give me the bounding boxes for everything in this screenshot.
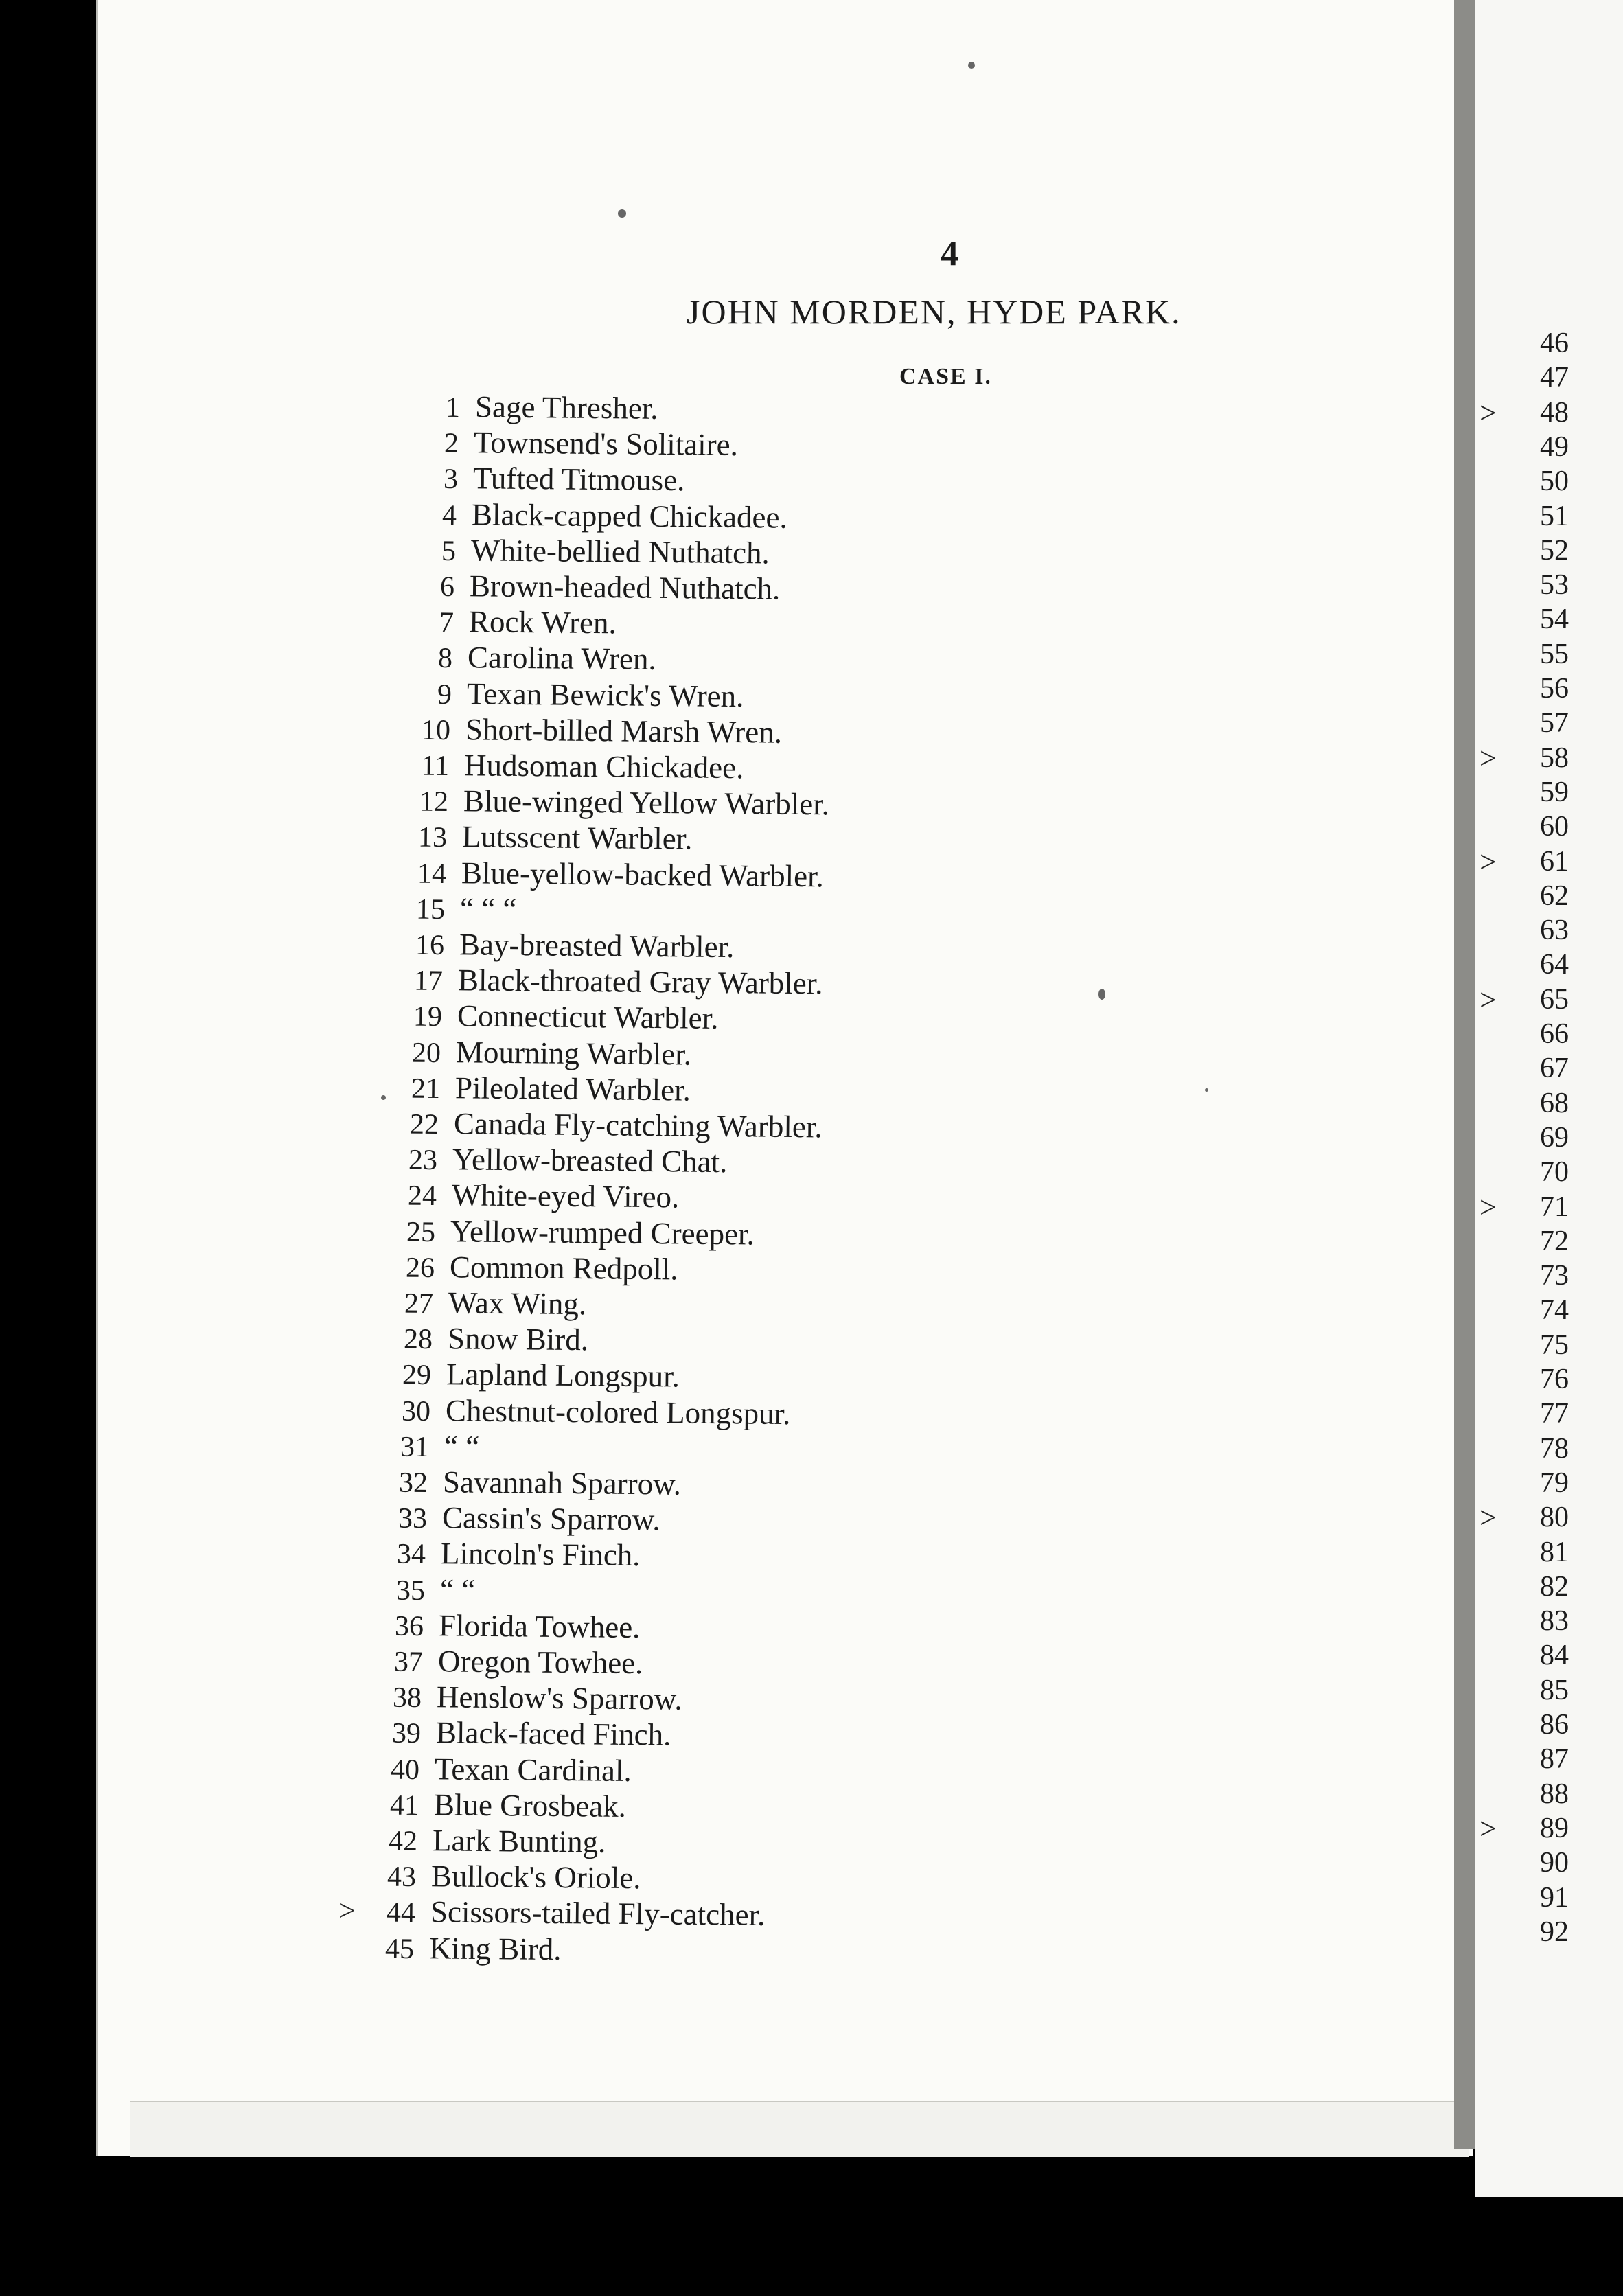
entry-number: 39 [391,1717,422,1750]
check-mark-arrow-icon: > [1480,983,1497,1017]
entry-number: 32 [398,1467,428,1500]
entry-number: 7 [439,606,454,639]
entry-name: Savannah Sparrow. [442,1465,682,1502]
entry-number: 52 [1540,535,1569,566]
entry-name: Texan Cardinal. [434,1752,632,1789]
list-item [356,1355,680,1394]
entry-name: Blue-winged Yellow Warbler. [463,783,830,822]
entry-name: King Bird. [428,1931,562,1967]
paper-speck [968,62,975,69]
entry-number: 8 [437,642,453,675]
entry-name: Bullock's Oriole. [430,1859,641,1896]
entry-name: Henslow's Sparrow. [436,1679,682,1717]
entry-name: Sage Thresher. [474,389,658,426]
entry-name: Carolina Wren. [467,640,657,676]
entry-number: 29 [402,1359,432,1392]
entry-name: Townsend's Solitaire. [473,425,739,462]
entry-name: Rock Wren. [468,604,617,641]
list-item [347,1642,643,1681]
entry-number: 9 [437,678,452,711]
check-mark-arrow-icon: > [1480,1812,1497,1846]
entry-number: 89 [1540,1813,1569,1844]
entry-number: 25 [406,1216,436,1249]
entry-number: 5 [441,535,457,568]
list-item [350,1535,641,1573]
entry-number: 57 [1540,707,1569,739]
list-item [348,1607,641,1645]
list-item [382,459,685,498]
entry-number: 27 [404,1287,434,1320]
entry-name: Black-capped Chickadee. [471,497,787,535]
entry-name: Common Redpoll. [449,1250,678,1287]
entry-name: White-bellied Nuthatch. [470,533,770,571]
entry-number: 41 [389,1789,419,1822]
entry-name: Yellow-rumped Creeper. [450,1214,755,1252]
entry-name: Lincoln's Finch. [440,1536,641,1573]
entry-number: 23 [408,1144,438,1177]
list-item [371,818,693,856]
entry-number: 33 [398,1502,428,1535]
entry-number: 15 [415,893,446,926]
entry-number: 78 [1540,1433,1569,1465]
list-item [363,1105,822,1145]
check-mark-arrow-icon: > [1480,1191,1497,1224]
entry-number: 74 [1540,1294,1569,1326]
entry-name: Pileolated Warbler. [454,1070,691,1107]
list-item [377,639,656,677]
entry-number: 76 [1540,1364,1569,1395]
page-title: JOHN MORDEN, HYDE PARK. [687,292,1182,331]
list-item [341,1857,641,1896]
entry-name: Blue Grosbeak. [433,1787,627,1824]
list-item [361,1176,680,1215]
check-mark-arrow-icon: > [1480,1501,1497,1535]
entry-number: 82 [1540,1571,1569,1603]
page-number: 4 [941,234,958,273]
list-item [345,1714,671,1753]
entry-number: 92 [1540,1916,1569,1948]
entry-number: 30 [401,1395,431,1428]
list-item [340,1893,766,1933]
entry-number: 70 [1540,1156,1569,1188]
entry-number: 56 [1540,673,1569,704]
entry-name: Cassin's Sparrow. [441,1500,660,1537]
check-mark-arrow-icon: > [338,1893,356,1928]
book-gutter [1454,0,1475,2149]
entry-name: Snow Bird. [447,1321,589,1357]
entry-number: 72 [1540,1226,1569,1257]
entry-number: 80 [1540,1502,1569,1533]
entry-number: 62 [1540,880,1569,912]
entry-name: Bay-breasted Warbler. [459,927,735,965]
list-item [343,1786,626,1824]
entry-number: 4 [441,499,457,532]
entry-number: 17 [413,965,444,998]
entry-number: 37 [393,1646,424,1679]
entry-number: 91 [1540,1882,1569,1914]
list-item [367,961,823,1001]
entry-number: 38 [392,1681,422,1714]
entry-name: “ “ [444,1429,480,1464]
entry-number: 34 [396,1538,426,1571]
entry-number: 22 [409,1108,439,1141]
list-item [375,711,783,750]
entry-number: 53 [1540,569,1569,601]
entry-number: 79 [1540,1467,1569,1499]
list-item [362,1140,728,1180]
entry-number: 45 [384,1933,415,1966]
entry-number: 40 [390,1754,420,1787]
entry-name: “ “ [439,1572,476,1607]
entry-number: 90 [1540,1847,1569,1879]
entry-name: Mourning Warbler. [455,1035,692,1072]
entry-number: 36 [394,1610,424,1643]
entry-number: 63 [1540,915,1569,946]
entry-number: 31 [400,1431,430,1464]
entry-name: Wax Wing. [448,1285,587,1322]
list-item [357,1320,589,1357]
entry-name: Tufted Titmouse. [472,461,685,498]
entry-number: 51 [1540,501,1569,532]
list-item [360,1213,755,1252]
entry-number: 58 [1540,742,1569,774]
list-item [346,1678,682,1717]
check-mark-arrow-icon: > [1480,845,1497,879]
entry-name: Chestnut-colored Longspur. [445,1393,791,1432]
entry-name: Black-throated Gray Warbler. [457,963,823,1001]
list-item [381,496,787,536]
entry-number: 84 [1540,1640,1569,1671]
list-item [344,1750,632,1789]
entry-number: 1 [445,391,461,424]
list-item [384,388,658,426]
list-item [338,1929,562,1967]
entry-number: 66 [1540,1018,1569,1050]
list-item [359,1248,678,1287]
list-item [352,1499,660,1537]
entry-name: White-eyed Vireo. [451,1178,680,1215]
entry-number: 42 [388,1825,418,1858]
entry-number: 16 [415,929,445,962]
entry-number: 47 [1540,362,1569,393]
list-item [354,1427,480,1465]
entry-number: 11 [421,750,450,783]
entry-number: 69 [1540,1122,1569,1153]
entry-number: 49 [1540,431,1569,463]
entry-number: 48 [1540,397,1569,428]
entry-name: Lark Bunting. [432,1823,606,1859]
entry-number: 68 [1540,1088,1569,1119]
entry-number: 71 [1540,1191,1569,1223]
entry-number: 3 [443,463,459,496]
entry-name: Oregon Towhee. [437,1644,643,1681]
entry-name: Black-faced Finch. [435,1715,671,1752]
entry-number: 59 [1540,777,1569,808]
entry-number: 24 [407,1180,437,1213]
entry-name: Connecticut Warbler. [457,998,719,1035]
entry-number: 35 [395,1574,426,1607]
entry-number: 67 [1540,1053,1569,1084]
check-mark-arrow-icon: > [1480,396,1497,430]
entry-number: 88 [1540,1778,1569,1810]
entry-number: 50 [1540,466,1569,497]
entry-name: Blue-yellow-backed Warbler. [461,856,825,894]
entry-number: 2 [444,427,459,460]
entry-name: Scissors-tailed Fly-catcher. [430,1894,766,1932]
entry-number: 26 [405,1252,435,1285]
entry-number: 6 [439,571,455,604]
entry-number: 73 [1540,1260,1569,1292]
paper-speck [1205,1088,1208,1092]
entry-number: 61 [1540,846,1569,877]
entry-number: 87 [1540,1743,1569,1775]
list-item [380,531,770,571]
entry-number: 43 [387,1861,417,1894]
entry-number: 75 [1540,1329,1569,1361]
entry-name: Texan Bewick's Wren. [466,676,744,714]
entry-name: Canada Fly-catching Warbler. [453,1106,822,1145]
list-item [369,890,517,927]
entry-number: 14 [417,858,447,891]
entry-number: 55 [1540,639,1569,670]
list-item [371,854,824,894]
list-item [379,567,781,607]
paper-speck [618,209,626,218]
list-item [373,746,744,785]
entry-number: 81 [1540,1537,1569,1568]
list-item [365,1069,691,1108]
entry-number: 12 [419,785,449,818]
list-item [383,424,738,463]
list-item [352,1463,681,1502]
entry-number: 21 [411,1072,441,1105]
entry-name: Yellow-breasted Chat. [452,1142,728,1180]
entry-name: Lutsscent Warbler. [461,819,693,856]
list-item [355,1392,791,1432]
entry-name: Florida Towhee. [438,1608,641,1645]
entry-name: Lapland Longspur. [446,1357,680,1394]
entry-number: 20 [411,1037,441,1070]
list-item [367,997,719,1036]
list-item [365,1033,691,1072]
paper-speck [1098,989,1105,1000]
entry-number: 60 [1540,811,1569,842]
entry-number: 44 [386,1896,416,1929]
list-item [369,926,735,965]
entry-number: 86 [1540,1709,1569,1741]
entry-number: 28 [403,1323,433,1356]
entry-number: 77 [1540,1398,1569,1430]
list-item [342,1822,606,1860]
entry-number: 85 [1540,1675,1569,1706]
entry-number: 54 [1540,604,1569,635]
section-heading: CASE I. [899,364,992,389]
entry-name: Hudsoman Chickadee. [463,748,744,785]
page-bottom-edge [130,2101,1469,2157]
list-item [358,1284,587,1322]
entry-number: 46 [1540,328,1569,359]
entry-name: Brown-headed Nuthatch. [469,569,781,606]
entry-number: 64 [1540,949,1569,980]
entry-number: 19 [413,1000,443,1033]
entry-name: “ “ “ [459,891,517,927]
list-item [376,675,744,714]
entry-number: 65 [1540,984,1569,1015]
list-item [373,782,829,822]
entry-number: 13 [417,821,448,854]
check-mark-arrow-icon: > [1480,742,1497,775]
list-item [349,1571,476,1608]
list-item [378,603,617,641]
entry-number: 83 [1540,1605,1569,1637]
entry-name: Short-billed Marsh Wren. [465,712,783,750]
entry-number: 10 [421,714,451,747]
